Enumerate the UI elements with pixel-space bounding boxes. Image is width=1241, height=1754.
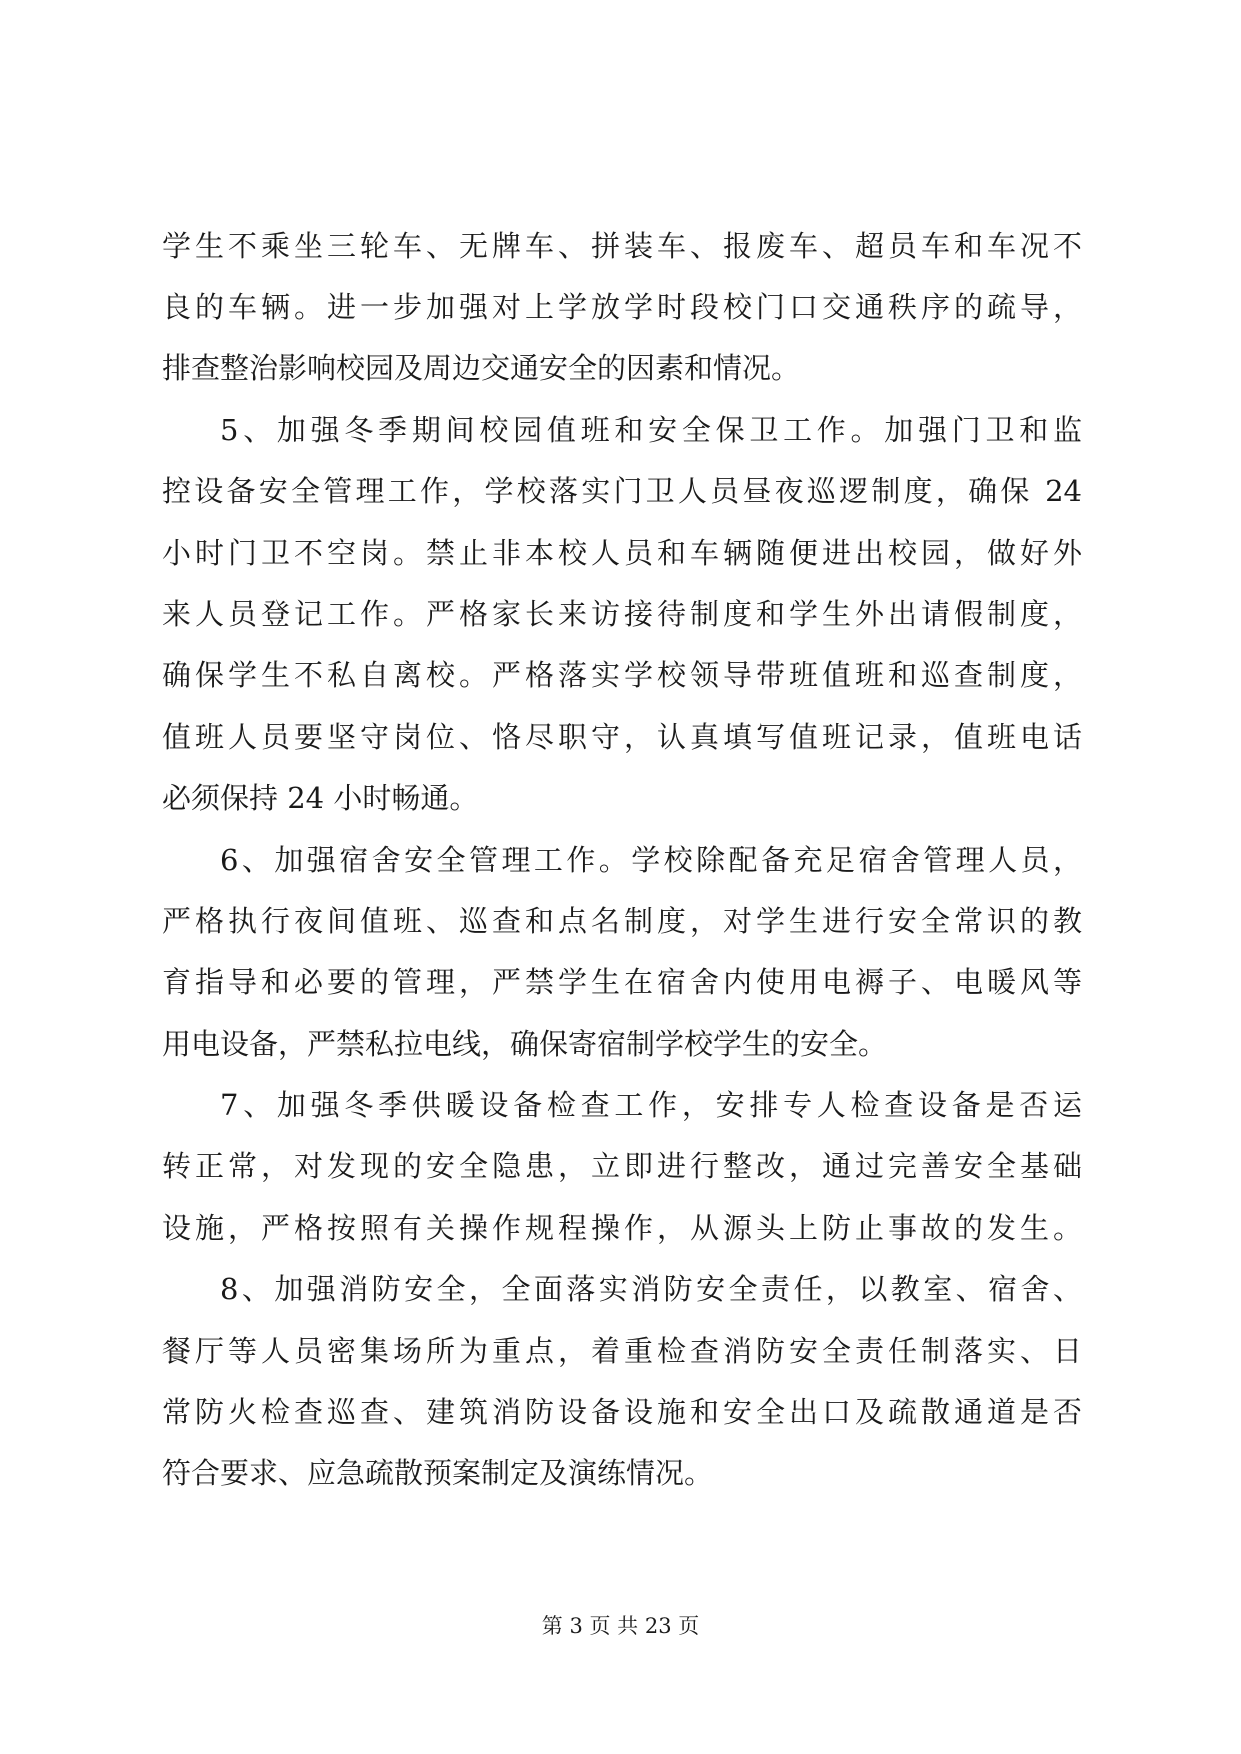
text-line: 转正常，对发现的安全隐患，立即进行整改，通过完善安全基础	[162, 1149, 1082, 1183]
text-line: 小时门卫不空岗。禁止非本校人员和车辆随便进出校园，做好外	[162, 536, 1082, 570]
text-line: 5、加强冬季期间校园值班和安全保卫工作。加强门卫和监	[220, 413, 1082, 447]
text-line: 常防火检查巡查、建筑消防设备设施和安全出口及疏散通道是否	[162, 1395, 1082, 1429]
text-line: 良的车辆。进一步加强对上学放学时段校门口交通秩序的疏导，	[162, 290, 1082, 324]
text-line: 学生不乘坐三轮车、无牌车、拼装车、报废车、超员车和车况不	[162, 229, 1082, 263]
text-line: 控设备安全管理工作，学校落实门卫人员昼夜巡逻制度，确保 24	[162, 474, 1082, 508]
text-line: 设施，严格按照有关操作规程操作，从源头上防止事故的发生。	[162, 1211, 1082, 1245]
text-line: 餐厅等人员密集场所为重点，着重检查消防安全责任制落实、日	[162, 1334, 1082, 1368]
text-line: 7、加强冬季供暖设备检查工作，安排专人检查设备是否运	[220, 1088, 1082, 1122]
text-line: 来人员登记工作。严格家长来访接待制度和学生外出请假制度，	[162, 597, 1082, 631]
text-line: 确保学生不私自离校。严格落实学校领导带班值班和巡查制度，	[162, 658, 1082, 692]
text-line: 排查整治影响校园及周边交通安全的因素和情况。	[162, 351, 801, 385]
text-line: 符合要求、应急疏散预案制定及演练情况。	[162, 1456, 714, 1490]
page-number-footer: 第 3 页 共 23 页	[541, 1614, 700, 1638]
text-line: 用电设备，严禁私拉电线，确保寄宿制学校学生的安全。	[162, 1027, 888, 1061]
text-line: 必须保持 24 小时畅通。	[162, 781, 479, 815]
text-line: 6、加强宿舍安全管理工作。学校除配备充足宿舍管理人员，	[220, 843, 1082, 877]
text-line: 8、加强消防安全，全面落实消防安全责任，以教室、宿舍、	[220, 1272, 1082, 1306]
text-line: 值班人员要坚守岗位、恪尽职守，认真填写值班记录，值班电话	[162, 720, 1082, 754]
text-line: 育指导和必要的管理，严禁学生在宿舍内使用电褥子、电暖风等	[162, 965, 1082, 999]
text-line: 严格执行夜间值班、巡查和点名制度，对学生进行安全常识的教	[162, 904, 1082, 938]
